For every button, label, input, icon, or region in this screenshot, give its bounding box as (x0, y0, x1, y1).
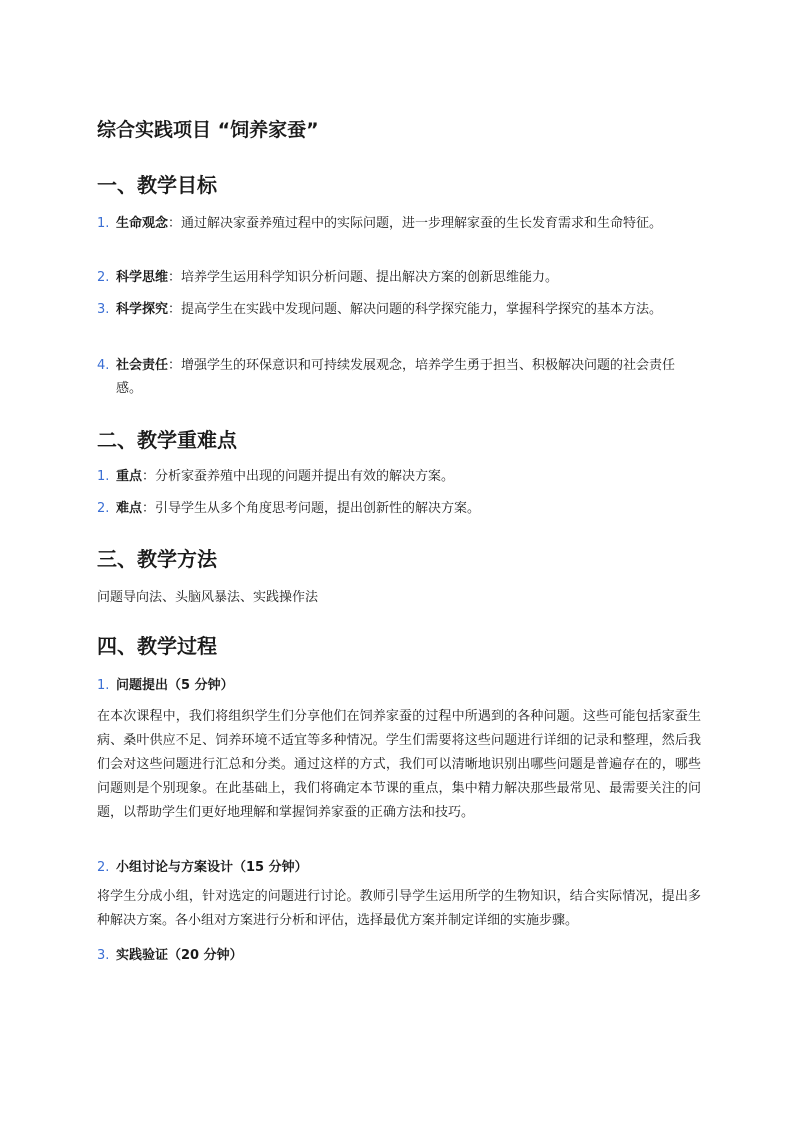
item-text: 提高学生在实践中发现问题、解决问题的科学探究能力，掌握科学探究的基本方法。 (181, 302, 663, 317)
item-label: 难点 (116, 501, 143, 516)
section-heading-methods: 三、教学方法 (97, 547, 217, 571)
process-step-title (97, 675, 701, 698)
item-separator: ： (142, 501, 156, 516)
step-title: 问题提出（5 分钟） (116, 678, 234, 693)
list-number: 2. (97, 501, 110, 516)
step-description: 将学生分成小组，针对选定的问题进行讨论。教师引导学生运用所学的生物知识，结合实际情况，提出多种解决方案。各小组对方案进行分析和评估，选择最优方案并制定详细的实施步骤。 (97, 889, 701, 928)
item-label: 科学思维 (116, 270, 169, 285)
objective-item (97, 267, 701, 290)
list-number: 4. (97, 358, 110, 373)
section-heading-objectives: 一、教学目标 (97, 173, 217, 197)
item-label: 科学探究 (116, 302, 169, 317)
list-number: 2. (97, 860, 110, 875)
step-title: 实践验证（20 分钟） (116, 948, 243, 963)
list-number: 3. (97, 948, 110, 963)
item-separator: ： (168, 302, 182, 317)
section-heading-key-points: 二、教学重难点 (97, 428, 237, 452)
list-number: 2. (97, 270, 110, 285)
step-description: 在本次课程中，我们将组织学生们分享他们在饲养家蚕的过程中所遇到的各种问题。这些可能包括家蚕生病、桑叶供应不足、饲养环境不适宜等多种情况。学生们需要将这些问题进行详细的记录和整理，然后我们会对这些问题进行汇总和分类。通过这样的方式，我们可以清晰地识别出哪些问题是普遍存在的，哪些问题则是个别现象。在此基础上，我们将确定本节课的重点，集中精力解决那些最常见、最需要关注的问题，以帮助学生们更好地理解和掌握饲养家蚕的正确方法和技巧。 (97, 709, 701, 820)
item-text: 增强学生的环保意识和可持续发展观念，培养学生勇于担当、积极解决问题的社会责任感。 (116, 358, 676, 396)
objective-item (97, 213, 701, 236)
methods-text: 问题导向法、头脑风暴法、实践操作法 (97, 590, 319, 605)
item-separator: ： (168, 358, 182, 373)
item-separator: ： (168, 270, 182, 285)
key-point-item (97, 466, 701, 489)
item-text: 分析家蚕养殖中出现的问题并提出有效的解决方案。 (155, 469, 455, 484)
list-number: 1. (97, 469, 110, 484)
step-title: 小组讨论与方案设计（15 分钟） (116, 860, 308, 875)
item-separator: ： (168, 216, 182, 231)
document-title: 综合实践项目 “饲养家蚕” (97, 119, 319, 141)
list-number: 1. (97, 678, 110, 693)
objective-item (97, 355, 701, 400)
process-step-title (97, 857, 701, 880)
item-text: 通过解决家蚕养殖过程中的实际问题，进一步理解家蚕的生长发育需求和生命特征。 (181, 216, 663, 231)
process-step-title (97, 945, 701, 968)
key-point-item (97, 498, 701, 521)
objective-item (97, 299, 701, 322)
list-number: 3. (97, 302, 110, 317)
item-label: 重点 (116, 469, 143, 484)
list-number: 1. (97, 216, 110, 231)
item-label: 社会责任 (116, 358, 169, 373)
item-text: 引导学生从多个角度思考问题，提出创新性的解决方案。 (155, 501, 481, 516)
section-heading-process: 四、教学过程 (97, 634, 217, 658)
item-separator: ： (142, 469, 156, 484)
item-text: 培养学生运用科学知识分析问题、提出解决方案的创新思维能力。 (181, 270, 559, 285)
item-label: 生命观念 (116, 216, 169, 231)
